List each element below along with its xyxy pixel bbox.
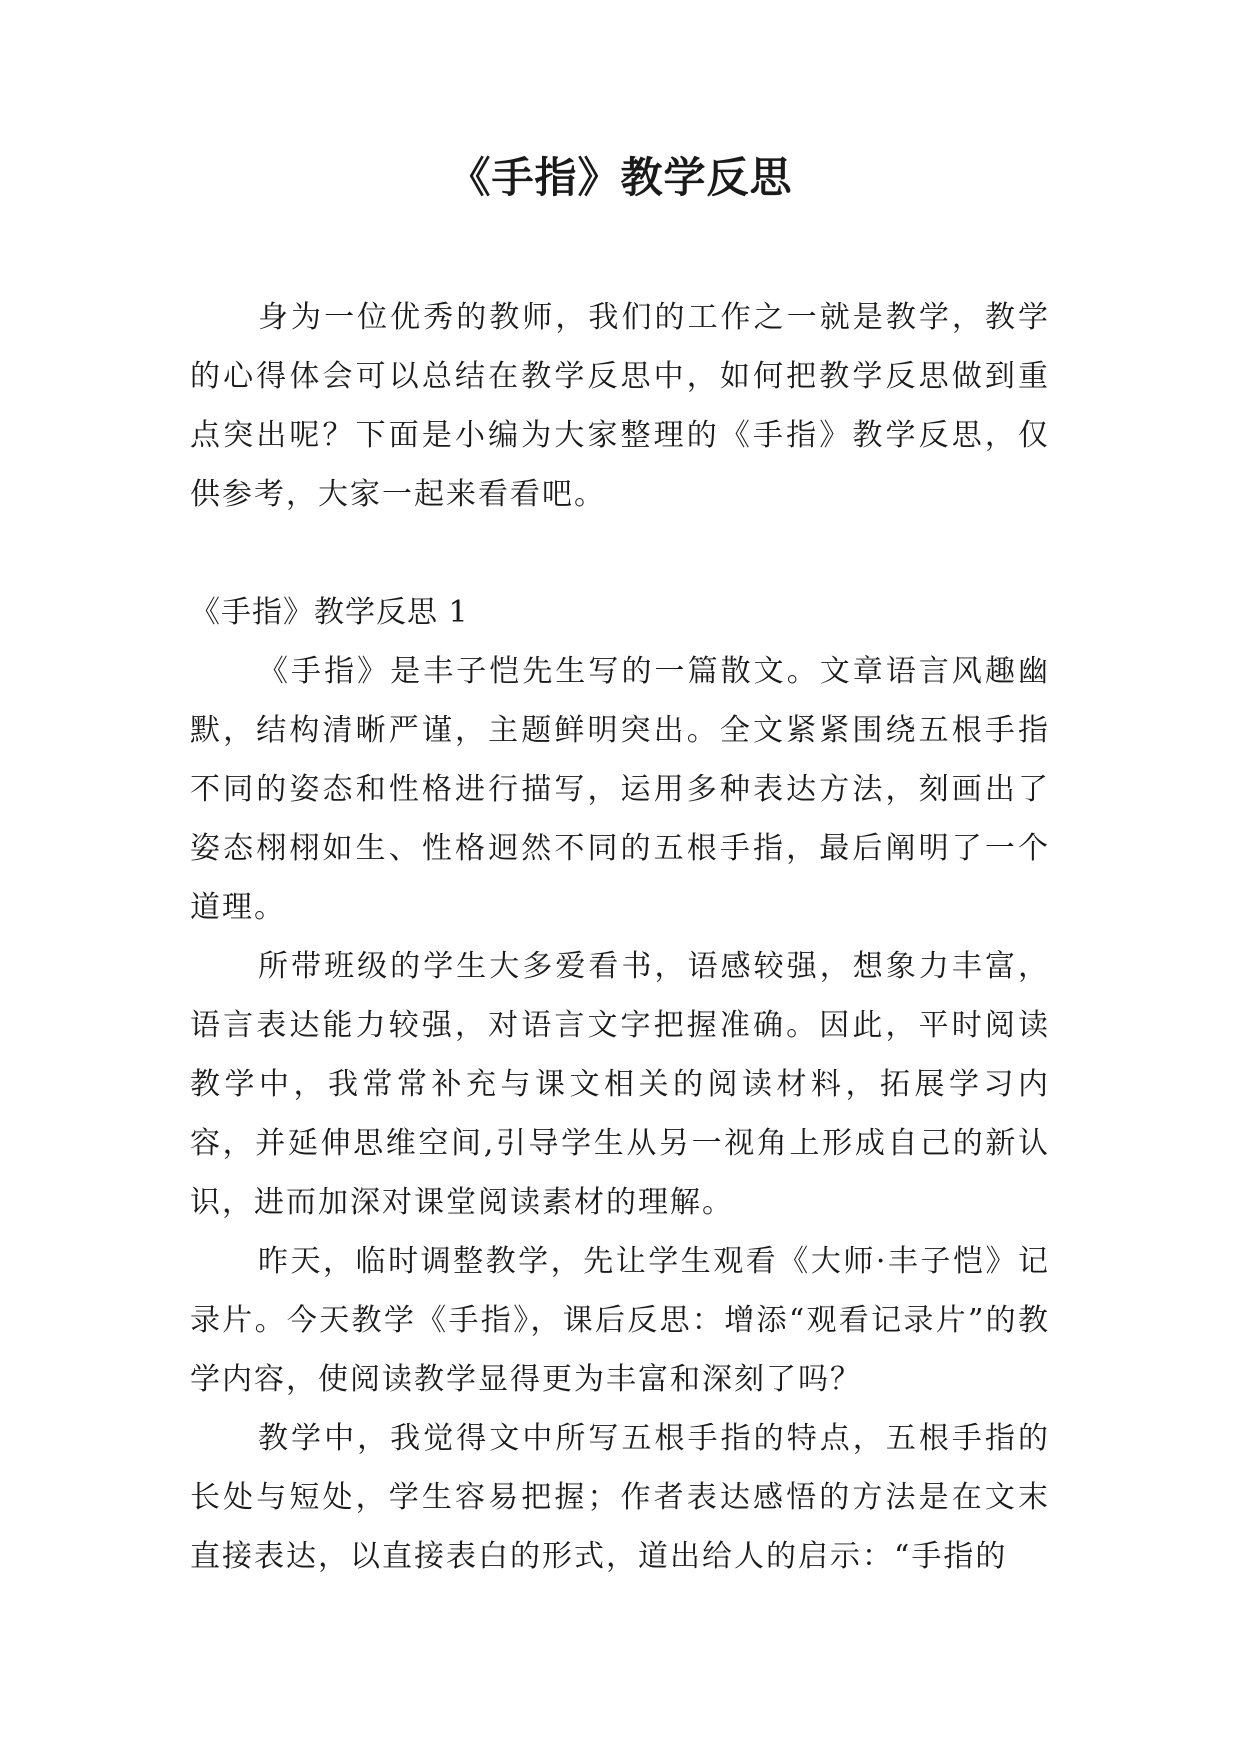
intro-paragraph: 身为一位优秀的教师，我们的工作之一就是教学，教学的心得体会可以总结在教学反思中，如何把教学反思做到重点突出呢？下面是小编为大家整理的《手指》教学反思，仅供参考，大家一起来看看吧。	[190, 300, 1050, 512]
body-paragraph-3: 昨天，临时调整教学，先让学生观看《大师·丰子恺》记录片。今天教学《手指》，课后反思：增添“观看记录片”的教学内容，使阅读教学显得更为丰富和深刻了吗？	[190, 1244, 1050, 1397]
body-paragraph-4: 教学中，我觉得文中所写五根手指的特点，五根手指的长处与短处，学生容易把握；作者表达感悟的方法是在文末直接表达，以直接表白的形式，道出给人的启示：“手指的	[190, 1421, 1050, 1574]
document-body	[190, 288, 1050, 1586]
body-paragraph-1: 《手指》是丰子恺先生写的一篇散文。文章语言风趣幽默，结构清晰严谨，主题鲜明突出。全文紧紧围绕五根手指不同的姿态和性格进行描写，运用多种表达方法，刻画出了姿态栩栩如生、性格迥然不同的五根手指，最后阐明了一个道理。	[190, 654, 1050, 925]
body-paragraph-2: 所带班级的学生大多爱看书，语感较强，想象力丰富，语言表达能力较强，对语言文字把握准确。因此，平时阅读教学中，我常常补充与课文相关的阅读材料，拓展学习内容，并延伸思维空间,引导学生从另一视角上形成自己的新认识，进而加深对课堂阅读素材的理解。	[190, 949, 1050, 1220]
section-heading: 《手指》教学反思 1	[190, 595, 469, 630]
document-title: 《手指》教学反思	[448, 153, 793, 202]
